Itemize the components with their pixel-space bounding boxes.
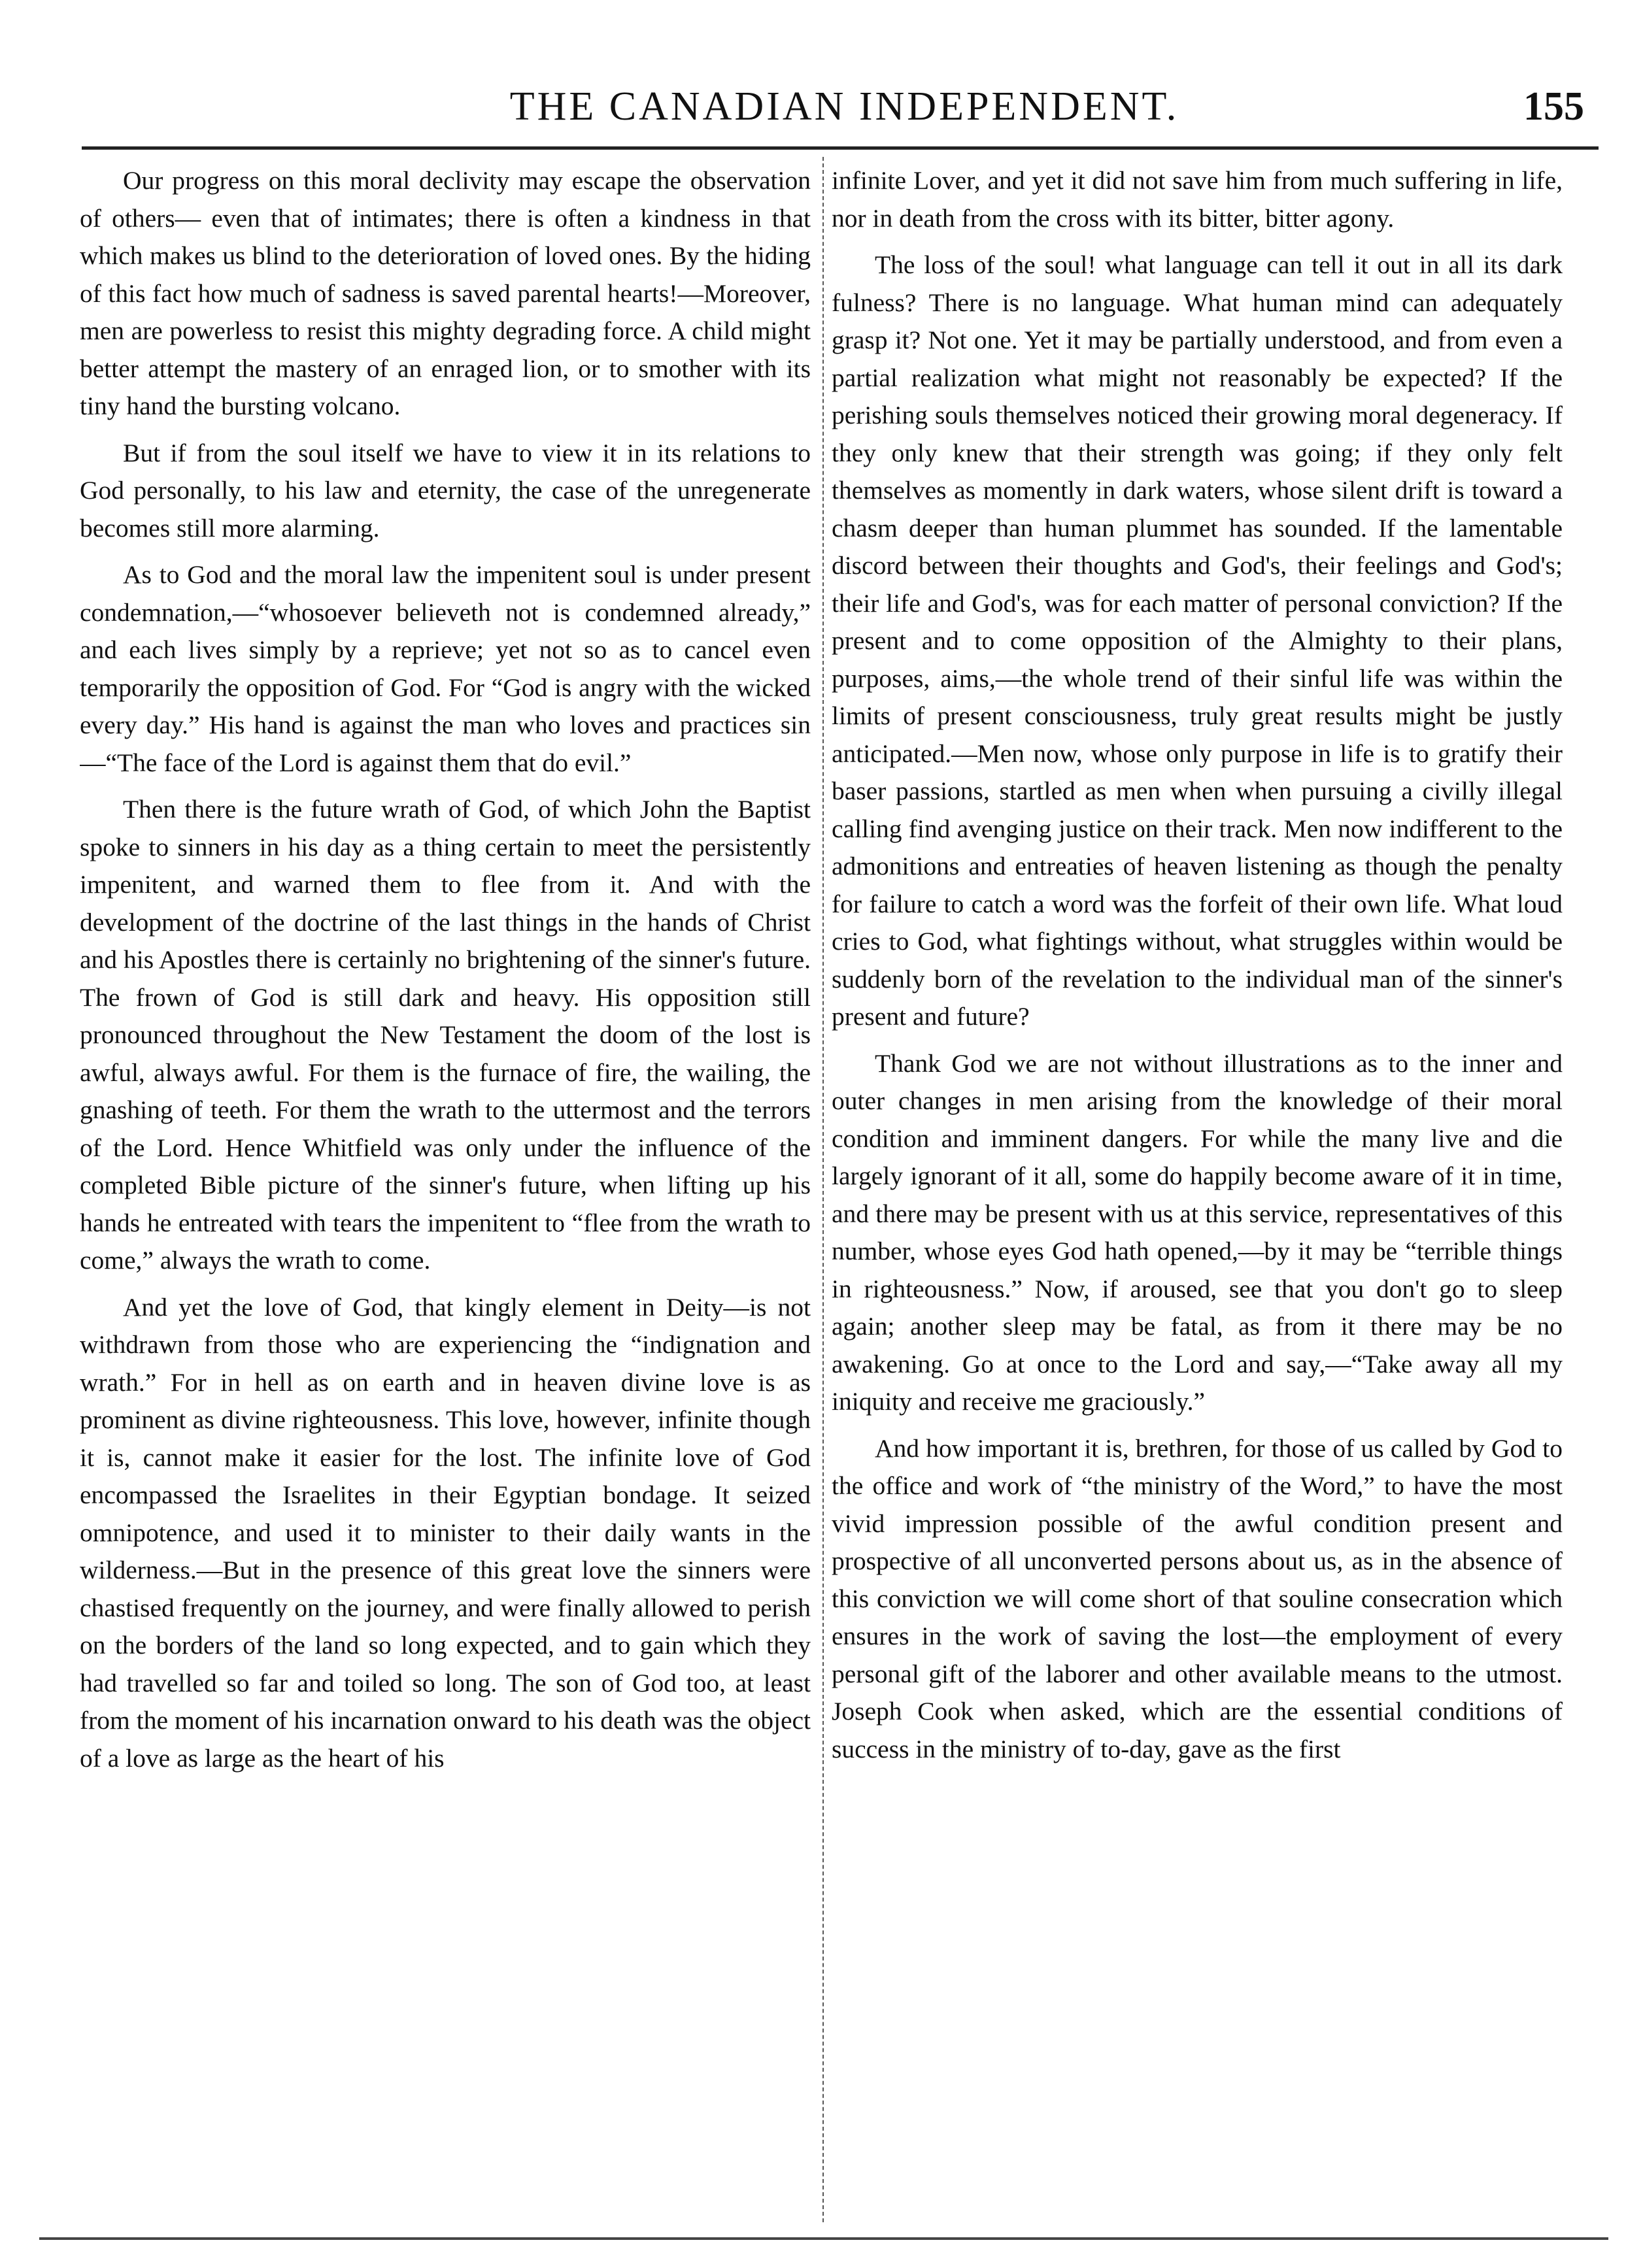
paragraph: But if from the soul itself we have to view it in its relations to God personally, to his law and eternity, the case of the unregenerate becomes still more alarming. <box>80 438 811 542</box>
running-head: THE CANADIAN INDEPENDENT. <box>509 84 1179 129</box>
paragraph: Our progress on this moral declivity may escape the observation of others— even that of intimates; there is often a kindness in that which makes us blind to the deterioration of loved ones. By the hiding of this fact how much of sadness is saved parental hearts!—Moreover, men are powerless to resist this mighty degrading force. A child might better attempt the mastery of an enraged lion, or to smother with its tiny hand the bursting volcano. <box>80 166 811 420</box>
paragraph: The loss of the soul! what language can tell it out in all its dark fulness? There is no language. What human mind can adequately grasp it? Not one. Yet it may be partially understood, and from even a partial realization what might not reasonably be expected? If the perishing souls themselves noticed their growing moral degeneracy. If they only knew that their strength was going; if they only felt themselves as momently in dark waters, whose silent drift is toward a chasm deeper than human plummet has sounded. If the lamentable discord between their thoughts and God's, their feelings and God's; their life and God's, was for each matter of personal conviction? If the present and to come opposition of the Almighty to their plans, purposes, aims,—the whole trend of their sinful life was within the limits of present consciousness, truly great results might be justly anticipated.—Men now, whose only purpose in life is to gratify their baser passions, startled as men when when pursuing a civilly illegal calling find avenging justice on their track. Men now indifferent to the admonitions and entreaties of heaven listening as though the penalty for failure to catch a word was the forfeit of their own life. What loud cries to God, what fightings without, what struggles within would be suddenly born of the revelation to the individual man of the sinner's present and future? <box>832 250 1563 1031</box>
right-column <box>832 162 1563 2237</box>
footer-rule <box>39 2237 1608 2240</box>
column-divider <box>822 157 824 2222</box>
paragraph-continued: infinite Lover, and yet it did not save him from much suffering in life, nor in death from the cross with its bitter, bitter agony. <box>832 166 1563 233</box>
paragraph: And how important it is, brethren, for those of us called by God to the office and work of “the ministry of the Word,” to have the most vivid impression possible of the awful condition present and prospective of all unconverted persons about us, as in the absence of this conviction we will come short of that souline consecration which ensures in the work of saving the lost—the employment of every personal gift of the laborer and other available means to the utmost. Joseph Cook when asked, which are the essential conditions of success in the ministry of to-day, gave as the first <box>832 1433 1563 1763</box>
paragraph: Then there is the future wrath of God, of which John the Baptist spoke to sinners in his day as a thing certain to meet the persistently impenitent, and warned them to flee from it. And with the development of the doctrine of the last things in the hands of Christ and his Apostles there is certainly no brightening of the sinner's future. The frown of God is still dark and heavy. His opposition still pronounced throughout the New Testament the doom of the lost is awful, always awful. For them is the furnace of fire, the wailing, the gnashing of teeth. For them the wrath to the uttermost and the terrors of the Lord. Hence Whitfield was only under the influence of the completed Bible picture of the sinner's future, when lifting up his hands he entreated with tears the impenitent to “flee from the wrath to come,” always the wrath to come. <box>80 795 811 1275</box>
paragraph: And yet the love of God, that kingly element in Deity—is not withdrawn from those who are experiencing the “indignation and wrath.” For in hell as on earth and in heaven divine love is as prominent as divine righteousness. This love, however, infinite though it is, cannot make it easier for the lost. The infinite love of God encompassed the Israelites in their Egyptian bondage. It seized omnipotence, and used it to minister to their daily wants in the wilderness.—But in the presence of this great love the sinners were chastised frequently on the journey, and were finally allowed to perish on the borders of the land so long expected, and to gain which they had travelled so far and toiled so long. The son of God too, at least from the moment of his incarnation onward to his death was the object of a love as large as the heart of his <box>80 1292 811 1773</box>
page-header <box>85 77 1604 136</box>
left-column <box>80 162 811 2237</box>
page-number: 155 <box>1523 84 1584 129</box>
header-rule <box>82 146 1599 150</box>
paragraph: As to God and the moral law the impenitent soul is under present condemnation,—“whosoever believeth not is condemned already,” and each lives simply by a reprieve; yet not so as to cancel even temporarily the opposition of God. For “God is angry with the wicked every day.” His hand is against the man who loves and practices sin—“The face of the Lord is against them that do evil.” <box>80 560 811 777</box>
paragraph: Thank God we are not without illustrations as to the inner and outer changes in men arising from the knowledge of their moral condition and imminent dangers. For while the many live and die largely ignorant of it all, some do happily become aware of it in time, and there may be present with us at this service, representatives of this number, whose eyes God hath opened,—by it may be “terrible things in righteousness.” Now, if aroused, see that you don't go to sleep again; another sleep may be fatal, as from it there may be no awakening. Go at once to the Lord and say,—“Take away all my iniquity and receive me graciously.” <box>832 1048 1563 1416</box>
